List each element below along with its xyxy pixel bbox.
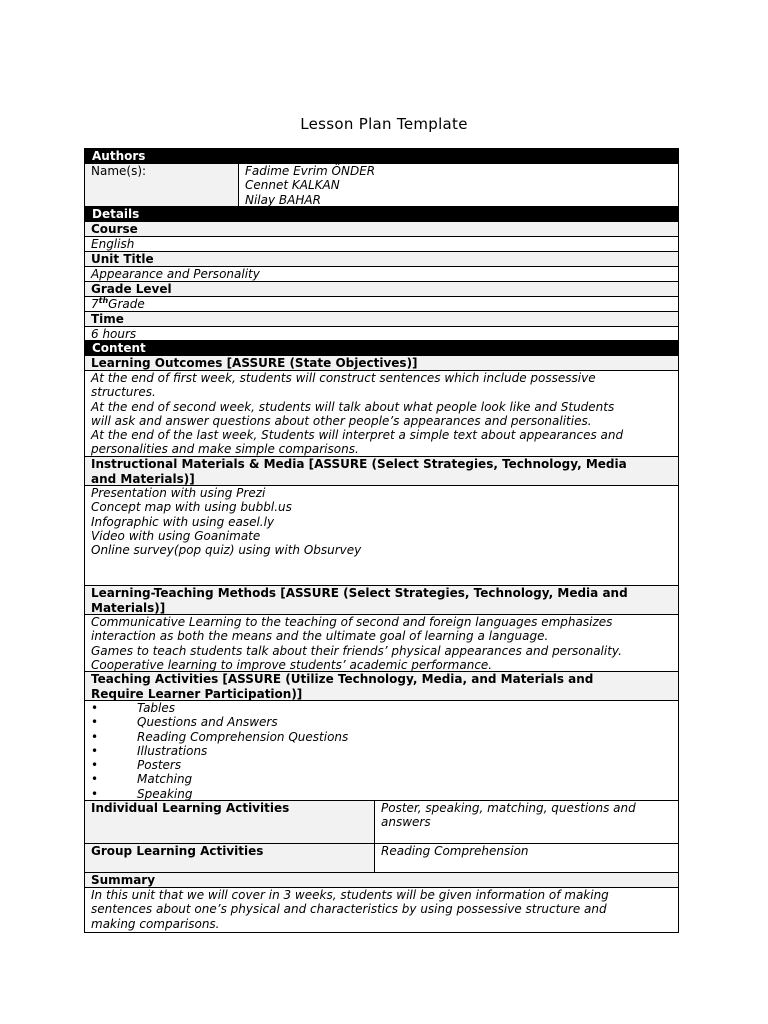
time-label: Time bbox=[85, 312, 678, 327]
course-label: Course bbox=[85, 222, 678, 237]
list-item bbox=[91, 730, 672, 744]
list-item bbox=[91, 758, 672, 772]
teaching-activities-label bbox=[85, 672, 678, 701]
group-activities-label: Group Learning Activities bbox=[85, 844, 375, 872]
bullet: • bbox=[91, 772, 99, 787]
bullet: • bbox=[91, 786, 99, 801]
materials-label bbox=[85, 457, 678, 486]
grade-suffix: th bbox=[98, 297, 109, 305]
list-item bbox=[91, 701, 672, 715]
group-activities-row bbox=[85, 844, 678, 873]
grade-level-label: Grade Level bbox=[85, 282, 678, 297]
label-line: and Materials)] bbox=[91, 471, 195, 486]
section-header-content: Content bbox=[85, 341, 678, 356]
text-line: Concept map with using bubbl.us bbox=[91, 500, 292, 515]
label-line: Teaching Activities [ASSURE (Utilize Technology, Media, and Materials and bbox=[91, 672, 594, 686]
names-label: Name(s): bbox=[85, 164, 239, 206]
grade-number: 7 bbox=[91, 297, 99, 311]
list-item-text: Matching bbox=[137, 772, 193, 787]
bullet: • bbox=[91, 715, 99, 730]
bullet: • bbox=[91, 758, 99, 773]
list-item bbox=[91, 787, 672, 801]
label-line: Learning-Teaching Methods [ASSURE (Select Strategies, Technology, Media and bbox=[91, 586, 628, 600]
bullet: • bbox=[91, 743, 99, 758]
text-line: will ask and answer questions about other people’s appearances and personalities. bbox=[91, 413, 592, 428]
summary-value bbox=[85, 888, 678, 932]
individual-activities-row bbox=[85, 801, 678, 844]
author-name: Fadime Evrim ÖNDER bbox=[245, 164, 376, 178]
list-item bbox=[91, 715, 672, 729]
list-item bbox=[91, 772, 672, 786]
grade-word: Grade bbox=[108, 297, 145, 311]
unit-title-label: Unit Title bbox=[85, 252, 678, 267]
individual-activities-value bbox=[375, 801, 642, 843]
section-header-authors: Authors bbox=[85, 149, 678, 164]
page-title: Lesson Plan Template bbox=[300, 115, 468, 133]
text-line: interaction as both the means and the ultimate goal of learning a language. bbox=[91, 629, 549, 644]
text-line: Online survey(pop quiz) using with Obsurvey bbox=[91, 543, 362, 558]
unit-title-value: Appearance and Personality bbox=[85, 267, 678, 282]
section-header-details: Details bbox=[85, 207, 678, 222]
text-line: sentences about one’s physical and characteristics by using possessive structure and bbox=[91, 902, 607, 917]
author-name: Nilay BAHAR bbox=[245, 192, 321, 207]
bullet: • bbox=[91, 729, 99, 744]
lesson-plan-table bbox=[84, 148, 679, 933]
text-line: In this unit that we will cover in 3 weeks, students will be given information of making bbox=[91, 888, 609, 902]
list-item-text: Illustrations bbox=[137, 743, 208, 758]
text-line: personalities and make simple comparisons. bbox=[91, 442, 359, 457]
text-line: Video with using Goanimate bbox=[91, 528, 261, 543]
author-name: Cennet KALKAN bbox=[245, 178, 340, 193]
list-item bbox=[91, 744, 672, 758]
text-line: At the end of first week, students will construct sentences which include possessive bbox=[91, 371, 596, 385]
teaching-activities-list bbox=[85, 701, 678, 801]
text-line: Infographic with using easel.ly bbox=[91, 514, 275, 529]
list-item-text: Speaking bbox=[137, 786, 193, 801]
methods-value bbox=[85, 615, 678, 672]
text-line: At the end of the last week, Students will interpret a simple text about appearances and bbox=[91, 428, 624, 443]
text-line: Games to teach students talk about their friends’ physical appearances and personality. bbox=[91, 643, 622, 658]
text-line: Cooperative learning to improve students’ academic performance. bbox=[91, 657, 493, 672]
summary-label: Summary bbox=[85, 873, 678, 888]
learning-outcomes-label: Learning Outcomes [ASSURE (State Objectives)] bbox=[85, 356, 678, 371]
text-line: structures. bbox=[91, 385, 156, 400]
text-line: Presentation with using Prezi bbox=[91, 486, 266, 500]
label-line: Instructional Materials & Media [ASSURE (Select Strategies, Technology, Media bbox=[91, 457, 627, 471]
text-line: Communicative Learning to the teaching of second and foreign languages emphasizes bbox=[91, 615, 613, 629]
list-item-text: Posters bbox=[137, 758, 182, 773]
label-line: Require Learner Participation)] bbox=[91, 686, 303, 701]
course-value: English bbox=[85, 237, 678, 252]
time-value: 6 hours bbox=[85, 327, 678, 341]
text-line: At the end of second week, students will talk about what people look like and Students bbox=[91, 399, 615, 414]
materials-value bbox=[85, 486, 678, 586]
text-line: making comparisons. bbox=[91, 916, 220, 931]
grade-level-value bbox=[85, 297, 678, 312]
text-line: Poster, speaking, matching, questions and bbox=[381, 801, 636, 815]
list-item-text: Questions and Answers bbox=[137, 715, 278, 730]
text-line: answers bbox=[381, 815, 431, 830]
authors-row bbox=[85, 164, 678, 207]
group-activities-value: Reading Comprehension bbox=[381, 844, 529, 858]
individual-activities-label: Individual Learning Activities bbox=[85, 801, 375, 843]
list-item-text: Reading Comprehension Questions bbox=[137, 729, 349, 744]
methods-label bbox=[85, 586, 678, 615]
author-names bbox=[239, 164, 381, 206]
label-line: Materials)] bbox=[91, 600, 166, 615]
learning-outcomes-value bbox=[85, 371, 678, 457]
list-item-text: Tables bbox=[137, 701, 176, 715]
bullet: • bbox=[91, 701, 99, 715]
